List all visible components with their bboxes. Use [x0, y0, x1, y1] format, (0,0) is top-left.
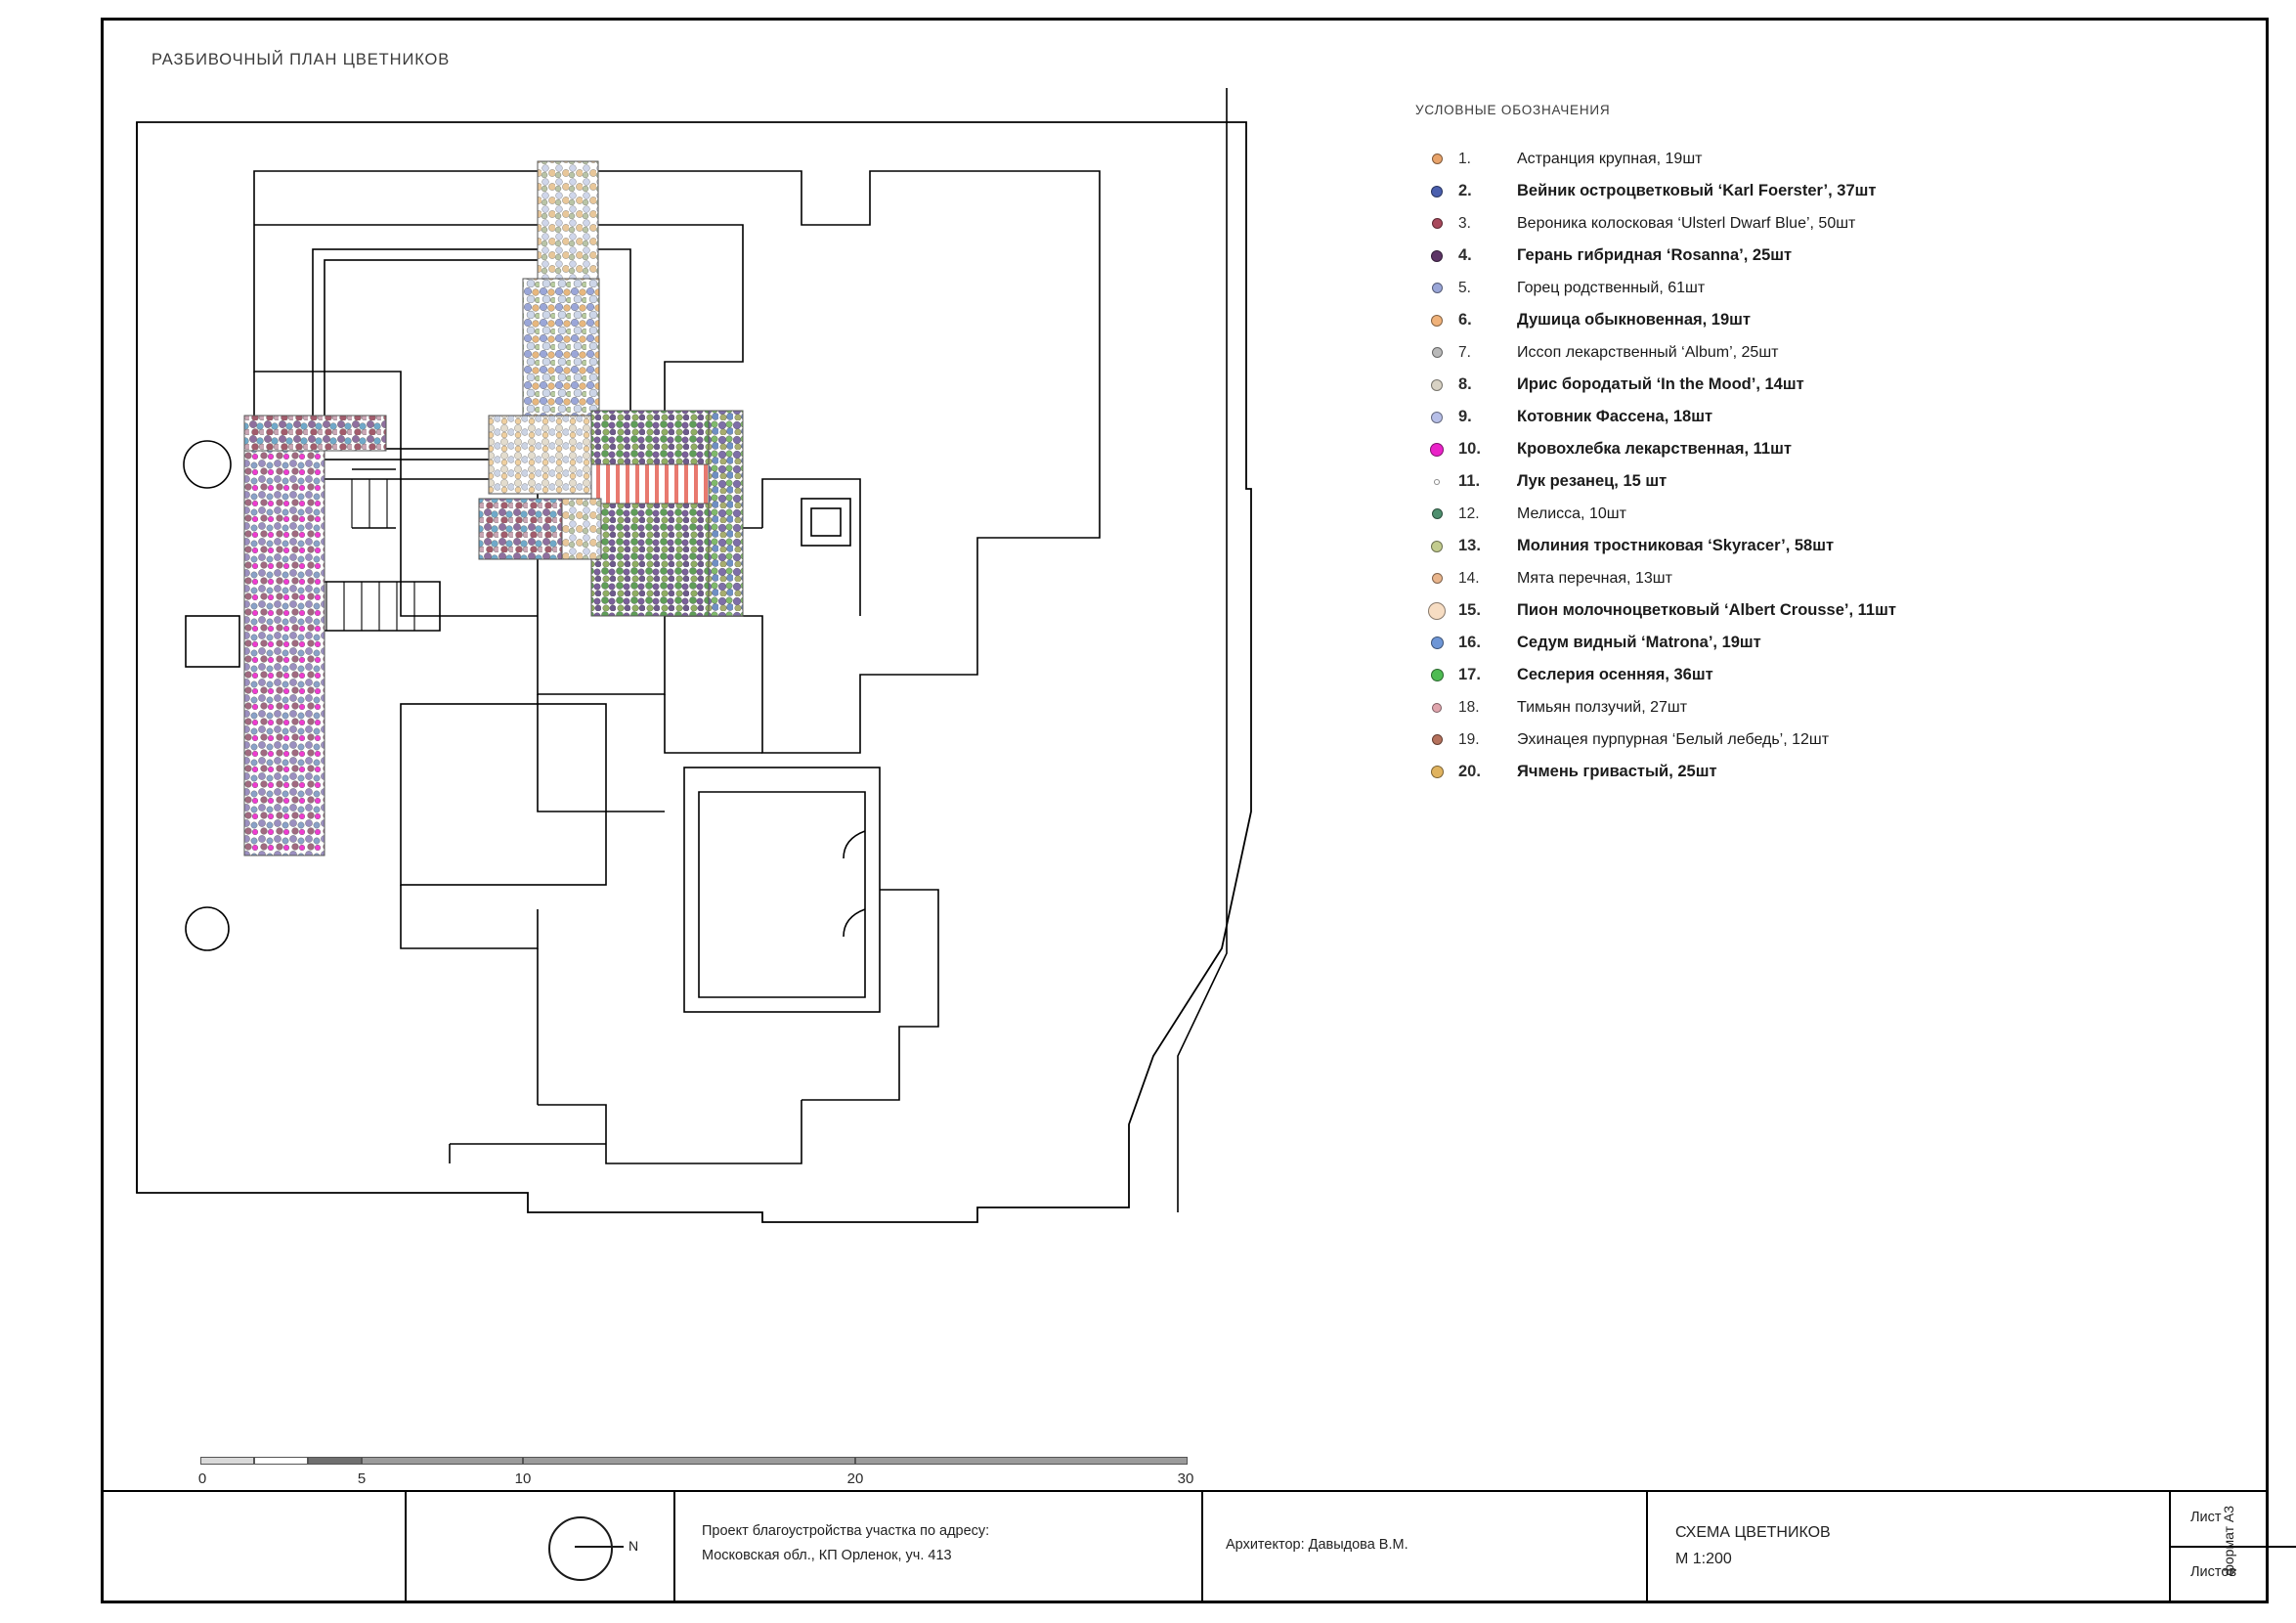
plant-marker-icon	[1431, 541, 1443, 552]
scale-tick-10: 10	[514, 1470, 532, 1487]
legend-swatch-wrap	[1415, 703, 1458, 713]
legend-swatch-wrap	[1415, 734, 1458, 745]
format-label: формат А3	[2221, 1506, 2236, 1576]
legend-item	[1415, 756, 2178, 788]
plant-marker-icon	[1432, 734, 1443, 745]
legend-item-number: 5.	[1458, 279, 1471, 296]
plant-marker-icon	[1430, 443, 1444, 457]
sheet-scale: М 1:200	[1675, 1551, 1732, 1567]
legend-item-label: Котовник Фассена, 18шт	[1517, 408, 1713, 425]
legend-item-label: Эхинацея пурпурная ‘Белый лебедь’, 12шт	[1517, 730, 1830, 748]
legend-item	[1415, 433, 2178, 465]
legend-swatch-wrap	[1415, 186, 1458, 197]
plant-marker-icon	[1428, 602, 1446, 620]
plant-marker-icon	[1431, 636, 1444, 649]
legend-item	[1415, 498, 2178, 530]
architect-label: Архитектор: Давыдова В.М.	[1226, 1537, 1408, 1553]
legend-item-number: 8.	[1458, 375, 1472, 393]
flowerbed-east	[591, 411, 743, 616]
legend-item	[1415, 594, 2178, 627]
list-label: Лист	[2190, 1510, 2222, 1525]
plant-marker-icon	[1432, 283, 1443, 293]
legend-item	[1415, 240, 2178, 272]
plant-marker-icon	[1432, 218, 1443, 229]
plant-marker-icon	[1431, 412, 1443, 423]
legend-item-label: Астранция крупная, 19шт	[1517, 150, 1703, 167]
legend-item	[1415, 207, 2178, 240]
legend-swatch-wrap	[1415, 412, 1458, 423]
plant-marker-icon	[1432, 154, 1443, 164]
legend-item-label: Горец родственный, 61шт	[1517, 279, 1706, 296]
site-plan-drawing	[117, 68, 1339, 1467]
legend-item-number: 13.	[1458, 537, 1481, 554]
legend-item-label: Лук резанец, 15 шт	[1517, 472, 1668, 490]
legend-item-label: Душица обыкновенная, 19шт	[1517, 311, 1751, 329]
legend-item-number: 19.	[1458, 730, 1480, 748]
legend-swatch-wrap	[1415, 541, 1458, 552]
legend	[1415, 103, 2178, 788]
sheet-name: СХЕМА ЦВЕТНИКОВ	[1675, 1524, 1831, 1541]
legend-item-label: Кровохлебка лекарственная, 11шт	[1517, 440, 1792, 458]
legend-item-label: Молиния тростниковая ‘Skyracer’, 58шт	[1517, 537, 1835, 554]
legend-item-label: Вейник остроцветковый ‘Karl Foerster’, 37шт	[1517, 182, 1877, 199]
legend-item-number: 15.	[1458, 601, 1481, 619]
legend-item-number: 17.	[1458, 666, 1481, 683]
scale-tick-20: 20	[846, 1470, 864, 1487]
legend-item-number: 9.	[1458, 408, 1472, 425]
plant-marker-icon	[1431, 250, 1443, 262]
legend-item-number: 3.	[1458, 214, 1471, 232]
project-line-1: Проект благоустройства участка по адресу:	[702, 1523, 990, 1539]
legend-item	[1415, 369, 2178, 401]
plant-marker-icon	[1431, 379, 1443, 391]
legend-item	[1415, 530, 2178, 562]
scale-tick-30: 30	[1177, 1470, 1194, 1487]
scale-tick-0: 0	[197, 1470, 207, 1487]
legend-item	[1415, 691, 2178, 724]
legend-item-number: 16.	[1458, 634, 1481, 651]
legend-swatch-wrap	[1415, 573, 1458, 584]
legend-item-number: 12.	[1458, 504, 1480, 522]
compass-icon	[548, 1516, 613, 1581]
legend-item	[1415, 336, 2178, 369]
scale-bar-track	[200, 1457, 1188, 1465]
legend-item-label: Сеслерия осенняя, 36шт	[1517, 666, 1713, 683]
legend-item-number: 1.	[1458, 150, 1471, 167]
plant-marker-icon	[1431, 669, 1444, 681]
legend-item-label: Седум видный ‘Matrona’, 19шт	[1517, 634, 1761, 651]
legend-swatch-wrap	[1415, 443, 1458, 457]
legend-swatch-wrap	[1415, 636, 1458, 649]
legend-swatch-wrap	[1415, 250, 1458, 262]
legend-item-label: Герань гибридная ‘Rosanna’, 25шт	[1517, 246, 1793, 264]
legend-item	[1415, 401, 2178, 433]
title-block-cell-blank	[104, 1492, 407, 1602]
compass-label: N	[628, 1538, 639, 1554]
compass-needle-icon	[575, 1546, 624, 1548]
legend-item	[1415, 627, 2178, 659]
legend-swatch-wrap	[1415, 379, 1458, 391]
plant-marker-icon	[1431, 315, 1443, 327]
plant-marker-icon	[1431, 766, 1444, 778]
legend-item	[1415, 659, 2178, 691]
legend-item	[1415, 304, 2178, 336]
legend-item-number: 4.	[1458, 246, 1472, 264]
legend-item-number: 2.	[1458, 182, 1472, 199]
page-title: РАЗБИВОЧНЫЙ ПЛАН ЦВЕТНИКОВ	[152, 51, 451, 68]
lists-label: Листов	[2190, 1564, 2237, 1580]
legend-item-number: 20.	[1458, 763, 1481, 780]
legend-title: УСЛОВНЫЕ ОБОЗНАЧЕНИЯ	[1415, 103, 1611, 117]
legend-item-label: Иссоп лекарственный ‘Album’, 25шт	[1517, 343, 1779, 361]
legend-swatch-wrap	[1415, 347, 1458, 358]
legend-item-label: Ячмень гривастый, 25шт	[1517, 763, 1717, 780]
legend-item-label: Тимьян ползучий, 27шт	[1517, 698, 1688, 716]
legend-item-number: 14.	[1458, 569, 1480, 587]
scale-tick-5: 5	[357, 1470, 367, 1487]
plant-marker-icon	[1432, 573, 1443, 584]
legend-item	[1415, 562, 2178, 594]
legend-item-label: Пион молочноцветковый ‘Albert Crousse’, 11шт	[1517, 601, 1896, 619]
legend-swatch-wrap	[1415, 479, 1458, 485]
legend-item	[1415, 272, 2178, 304]
legend-item	[1415, 724, 2178, 756]
legend-swatch-wrap	[1415, 669, 1458, 681]
legend-item-number: 18.	[1458, 698, 1480, 716]
title-block-cell-sheetname	[1648, 1492, 2171, 1602]
title-block	[104, 1490, 2266, 1601]
legend-item-number: 11.	[1458, 472, 1481, 490]
plant-marker-icon	[1432, 508, 1443, 519]
legend-swatch-wrap	[1415, 315, 1458, 327]
plant-marker-icon	[1432, 347, 1443, 358]
legend-item	[1415, 175, 2178, 207]
legend-list	[1415, 143, 2178, 788]
legend-item	[1415, 465, 2178, 498]
project-line-2: Московская обл., КП Орленок, уч. 413	[702, 1548, 952, 1563]
legend-item-label: Вероника колосковая ‘Ulsterl Dwarf Blue’, 50шт	[1517, 214, 1856, 232]
legend-swatch-wrap	[1415, 602, 1458, 620]
legend-item-number: 6.	[1458, 311, 1472, 329]
legend-item-number: 10.	[1458, 440, 1481, 458]
flowerbed-mid	[479, 499, 601, 559]
legend-item-label: Мята перечная, 13шт	[1517, 569, 1672, 587]
legend-swatch-wrap	[1415, 766, 1458, 778]
plant-marker-icon	[1432, 703, 1442, 713]
legend-item-number: 7.	[1458, 343, 1471, 361]
legend-swatch-wrap	[1415, 218, 1458, 229]
legend-item-label: Мелисса, 10шт	[1517, 504, 1626, 522]
legend-item-label: Ирис бородатый ‘In the Mood’, 14шт	[1517, 375, 1804, 393]
plant-marker-icon	[1431, 186, 1443, 197]
legend-swatch-wrap	[1415, 283, 1458, 293]
flowerbed-west	[244, 416, 386, 855]
legend-swatch-wrap	[1415, 508, 1458, 519]
legend-item	[1415, 143, 2178, 175]
plant-marker-icon	[1434, 479, 1440, 485]
legend-swatch-wrap	[1415, 154, 1458, 164]
